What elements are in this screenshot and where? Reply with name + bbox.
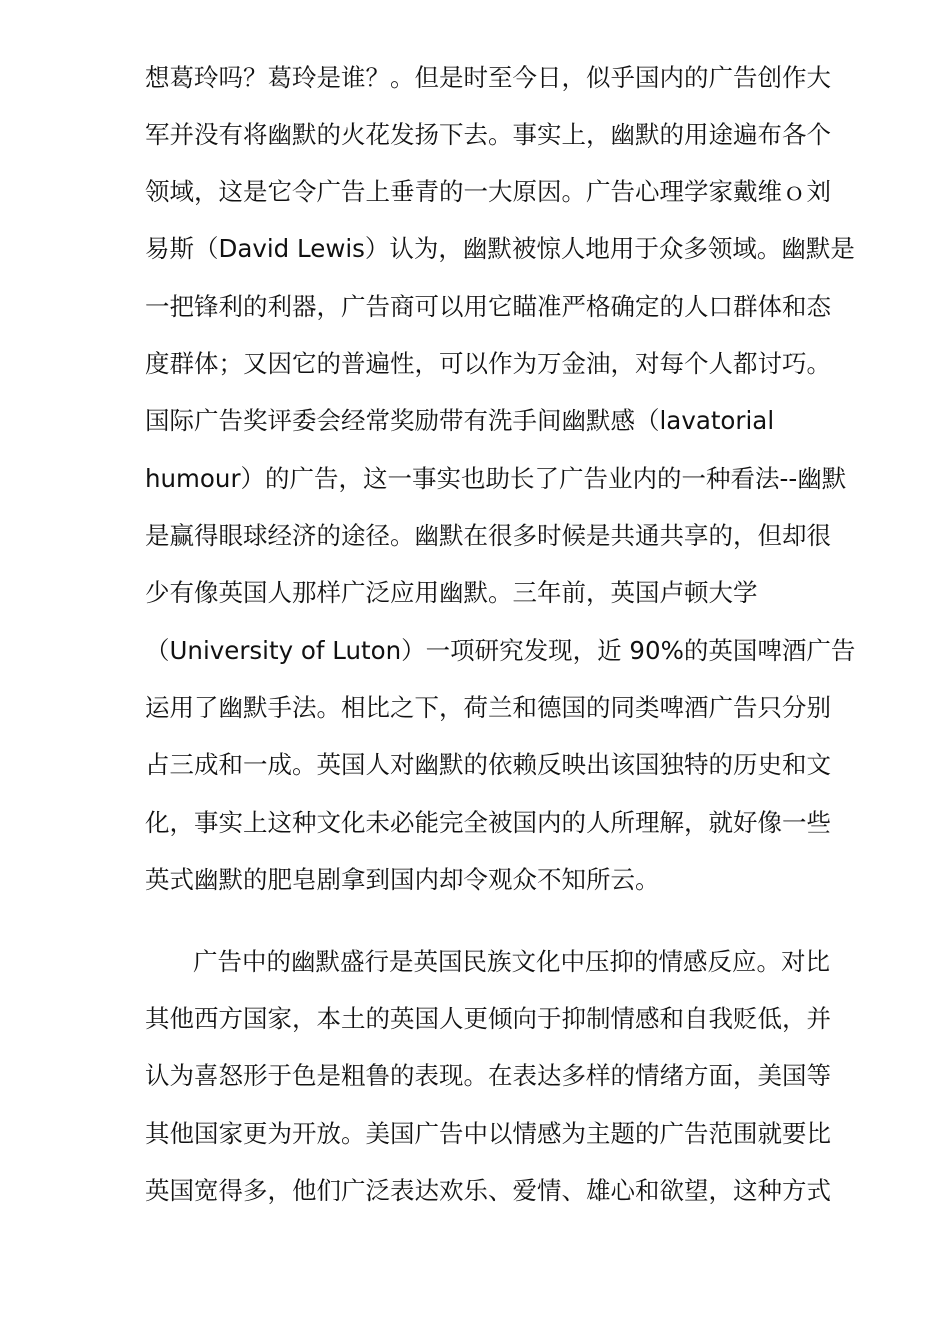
paragraph-1-line-15: 英式幽默的肥皂剧拿到国内却令观众不知所云。: [145, 865, 660, 894]
paragraph-1-line-1: 想葛玲吗？葛玲是谁？。但是时至今日，似乎国内的广告创作大: [145, 63, 831, 92]
paragraph-2-line-1: 广告中的幽默盛行是英国民族文化中压抑的情感反应。对比: [193, 947, 830, 976]
paragraph-2-line-3: 认为喜怒形于色是粗鲁的表现。在表达多样的情绪方面，美国等: [145, 1061, 831, 1090]
paragraph-1-line-3: 领域，这是它令广告上垂青的一大原因。广告心理学家戴维ｏ刘: [145, 177, 831, 206]
paragraph-2-line-2: 其他西方国家，本土的英国人更倾向于抑制情感和自我贬低，并: [145, 1004, 831, 1033]
paragraph-1-line-9: 是赢得眼球经济的途径。幽默在很多时候是共通共享的，但却很: [145, 521, 831, 550]
paragraph-1-line-5: 一把锋利的利器，广告商可以用它瞄准严格确定的人口群体和态: [145, 292, 831, 321]
paragraph-1-line-2: 军并没有将幽默的火花发扬下去。事实上，幽默的用途遍布各个: [145, 120, 831, 149]
paragraph-2-line-5: 英国宽得多，他们广泛表达欢乐、爱情、雄心和欲望，这种方式: [145, 1176, 831, 1205]
paragraph-1-line-6: 度群体；又因它的普遍性，可以作为万金油，对每个人都讨巧。: [145, 349, 831, 378]
paragraph-1-line-4: 易斯（David Lewis）认为，幽默被惊人地用于众多领域。幽默是: [145, 234, 855, 263]
paragraph-1-line-10: 少有像英国人那样广泛应用幽默。三年前，英国卢顿大学: [145, 578, 758, 607]
paragraph-1-line-14: 化，事实上这种文化未必能完全被国内的人所理解，就好像一些: [145, 808, 831, 837]
paragraph-1-line-8: humour）的广告，这一事实也助长了广告业内的一种看法--幽默: [145, 464, 847, 493]
paragraph-1-line-11: （University of Luton）一项研究发现，近 90%的英国啤酒广告: [145, 636, 856, 665]
paragraph-2-line-4: 其他国家更为开放。美国广告中以情感为主题的广告范围就要比: [145, 1119, 831, 1148]
paragraph-1-line-7: 国际广告奖评委会经常奖励带有洗手间幽默感（lavatorial: [145, 406, 775, 435]
paragraph-1-line-12: 运用了幽默手法。相比之下，荷兰和德国的同类啤酒广告只分别: [145, 693, 831, 722]
paragraph-1-line-13: 占三成和一成。英国人对幽默的依赖反映出该国独特的历史和文: [145, 750, 831, 779]
